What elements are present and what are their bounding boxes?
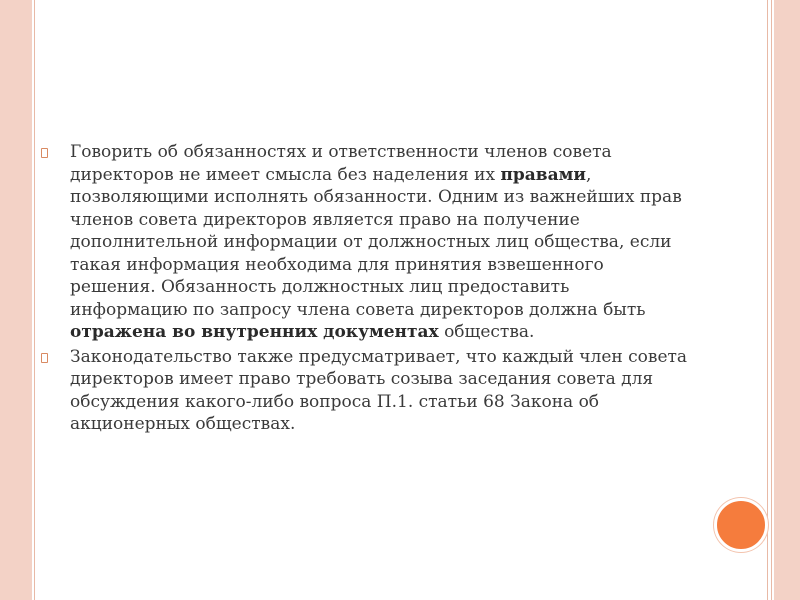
bullet-text-part: Говорить об обязанностях и ответственности членов совета директоров не имеет смысла без наделения их — [70, 142, 612, 185]
bullet-square-icon — [41, 148, 48, 158]
bullet-text-part: общества. — [438, 322, 535, 342]
slide-body — [40, 141, 690, 438]
bullet-bold-term: отражена во внутренних документах — [70, 322, 439, 342]
frame-right-line — [767, 0, 768, 600]
frame-left-bar — [0, 0, 32, 600]
frame-left-line — [34, 0, 35, 600]
bullet-text: Законодательство также предусматривает, что каждый член совета директоров имеет право требовать созыва заседания совета для обсуждения какого-либо вопроса П.1. статьи 68 Закона об акционерных обществах. — [70, 346, 688, 434]
bullet-item-rights — [40, 141, 690, 344]
frame-right-line-inner — [771, 0, 772, 600]
bullet-bold-term: правами — [500, 164, 587, 185]
bullet-text-part: , позволяющими исполнять обязанности. Одним из важнейших прав членов совета директоров является право на получение дополнительной информации от должностных лиц общества, если такая информация необходима для принятия взвешенного решения. Обязанность должностных лиц предоставить информацию по запросу члена совета директоров должна быть — [70, 164, 682, 320]
accent-circle-decoration — [714, 498, 768, 552]
bullet-square-icon — [41, 353, 48, 363]
frame-right-bar — [774, 0, 800, 600]
bullet-item-legislation — [40, 346, 690, 436]
